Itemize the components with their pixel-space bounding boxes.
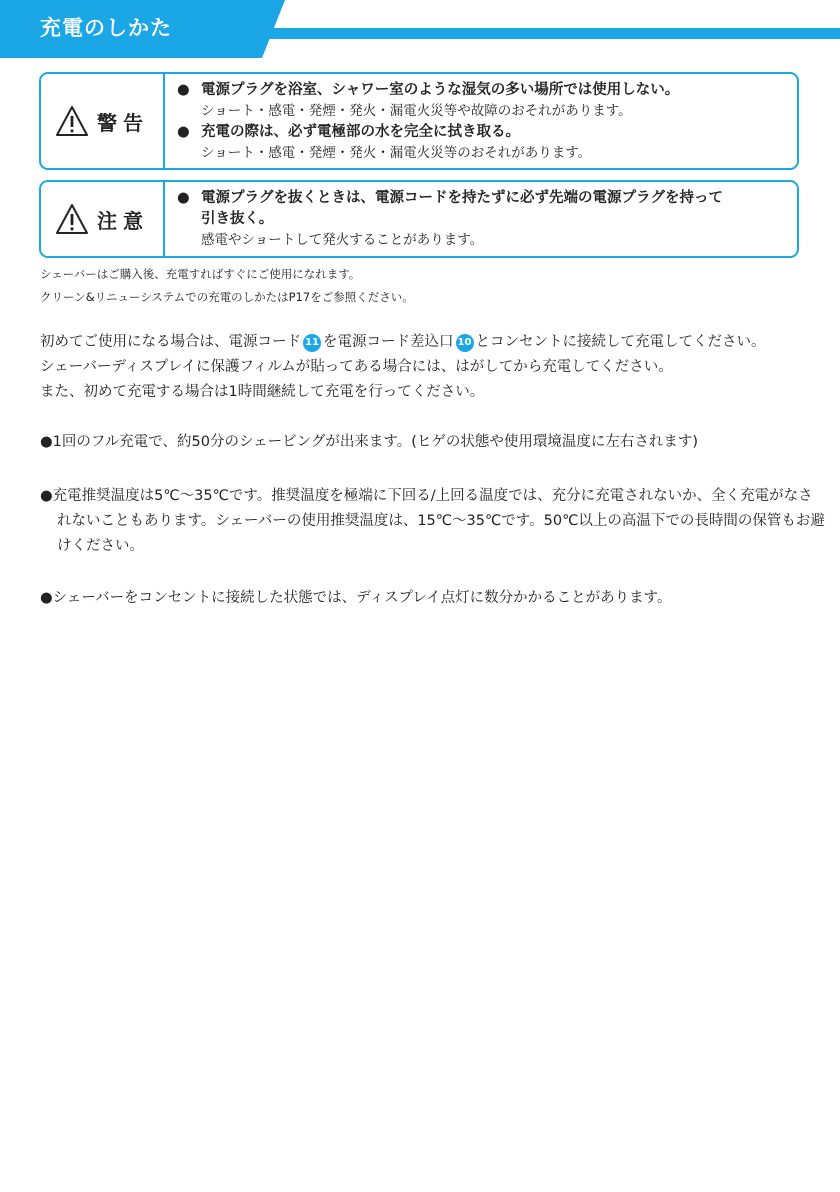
cord-number-badge: 11 (303, 334, 321, 352)
warning-item-main: 電源プラグを浴室、シャワー室のような湿気の多い場所では使用しない。 (201, 82, 680, 98)
caution-item-main-2: 引き抜く。 (201, 211, 274, 227)
bullet-item (40, 484, 827, 559)
page-title: 充電のしかた (40, 16, 172, 40)
caution-label-text: 注意 (97, 208, 149, 233)
note-line: クリーン&リニューシステムでの充電のしかたはP17をご参照ください。 (40, 290, 414, 304)
caution-item (177, 188, 787, 209)
bullet-dot-icon: ● (40, 434, 53, 450)
bullet-dot-icon: ● (40, 590, 53, 606)
intro-line-3: また、初めて充電する場合は1時間継続して充電を行ってください。 (40, 384, 485, 400)
bullet-dot-icon: ● (177, 190, 190, 206)
caution-content (177, 188, 787, 251)
inlet-number-badge: 10 (456, 334, 474, 352)
warning-label-text: 警告 (97, 110, 149, 135)
caution-label (41, 182, 165, 256)
warning-item-sub: ショート・感電・発煙・発火・漏電火災等のおそれがあります。 (201, 145, 592, 161)
bullet-text: シェーバーをコンセントに接続した状態では、ディスプレイ点灯に数分かかることがあります。 (52, 590, 672, 606)
caution-item-sub: 感電やショートして発火することがあります。 (201, 232, 484, 248)
warning-box (39, 72, 799, 170)
warning-item-sub: ショート・感電・発煙・発火・漏電火災等や故障のおそれがあります。 (201, 103, 632, 119)
warning-content (177, 80, 787, 164)
caution-triangle-icon (55, 203, 89, 235)
intro-text: 初めてご使用になる場合は、電源コード (40, 334, 301, 350)
bullet-text: 充電推奨温度は5℃〜35℃です。推奨温度を極端に下回る/上回る温度では、充分に充電されないか、全く充電がなされないこともあります。シェーバーの使用推奨温度は、15℃〜35℃です。50℃以上の高温下での長時間の保管もお避けください。 (52, 488, 825, 554)
intro-text: とコンセントに接続して充電してください。 (475, 334, 766, 350)
warning-item-main: 充電の際は、必ず電極部の水を完全に拭き取る。 (201, 124, 520, 140)
warning-item (177, 122, 787, 143)
bullet-dot-icon: ● (177, 124, 190, 140)
note-line: シェーバーはご購入後、充電すればすぐにご使用になれます。 (40, 267, 361, 281)
bullet-item (40, 586, 827, 611)
warning-item (177, 80, 787, 101)
bullet-dot-icon: ● (177, 82, 190, 98)
warning-label (41, 74, 165, 168)
intro-paragraph (40, 330, 810, 405)
warning-triangle-icon (55, 105, 89, 137)
caution-box (39, 180, 799, 258)
intro-text: を電源コード差込口 (323, 334, 454, 350)
intro-line-2: シェーバーディスプレイに保護フィルムが貼ってある場合には、はがしてから充電してください。 (40, 359, 673, 375)
caution-item-main-1: 電源プラグを抜くときは、電源コードを持たずに必ず先端の電源プラグを持って (201, 190, 723, 206)
bullet-dot-icon: ● (40, 488, 53, 504)
intro-line-1 (40, 330, 810, 355)
bullet-item (40, 430, 827, 455)
bullet-text: 1回のフル充電で、約50分のシェービングが出来ます。(ヒゲの状態や使用環境温度に左右されます) (52, 434, 699, 450)
caution-item-cont (177, 209, 787, 230)
